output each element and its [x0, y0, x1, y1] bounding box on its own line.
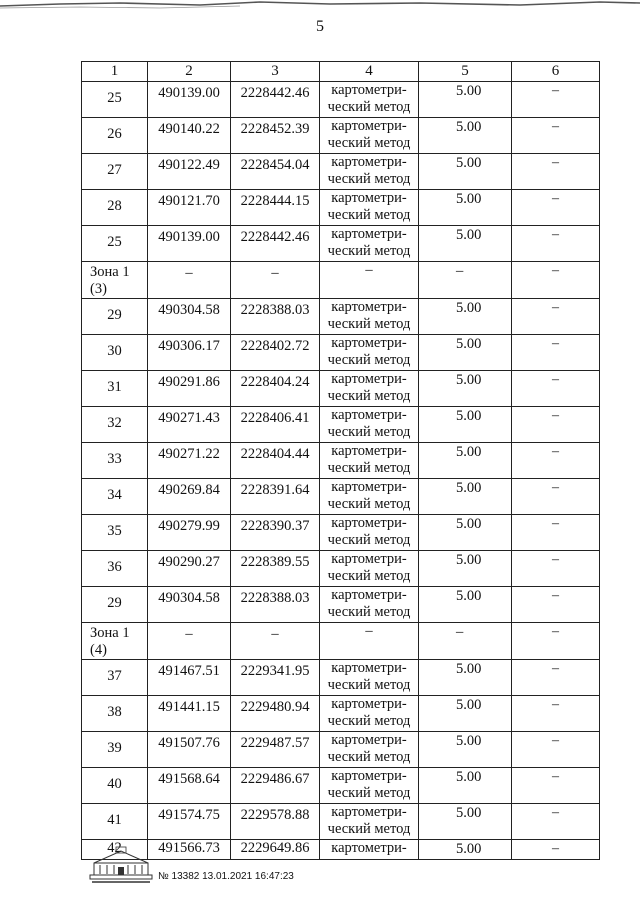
coordinate-y-cell: –: [231, 262, 320, 299]
method-line-1: картометри-: [331, 479, 407, 495]
coordinate-y-cell: 2228391.64: [231, 479, 320, 515]
method-line-2: ческий метод: [327, 496, 411, 512]
coordinate-y-cell: 2228452.39: [231, 118, 320, 154]
method-cell: [320, 443, 419, 479]
table-row: [82, 443, 600, 479]
header-cell: 2: [148, 62, 231, 82]
method-cell: [320, 551, 419, 587]
method-line-2: ческий метод: [327, 388, 411, 404]
table-row: [82, 479, 600, 515]
method-line-1: картометри-: [331, 804, 407, 820]
coordinate-x-cell: 491507.76: [148, 732, 231, 768]
method-line-2: ческий метод: [327, 352, 411, 368]
method-line-1: –: [365, 623, 373, 639]
point-number-cell: 30: [82, 335, 148, 371]
table-row: [82, 299, 600, 335]
page-number: 5: [316, 18, 324, 35]
precision-cell: 5.00: [419, 479, 512, 515]
method-line-1: картометри-: [331, 371, 407, 387]
coordinate-x-cell: 490304.58: [148, 587, 231, 623]
method-cell: [320, 479, 419, 515]
method-line-2: ческий метод: [327, 568, 411, 584]
point-number-cell: 34: [82, 479, 148, 515]
method-cell: [320, 804, 419, 840]
method-line-1: картометри-: [331, 551, 407, 567]
precision-cell: 5.00: [419, 371, 512, 407]
precision-cell: 5.00: [419, 587, 512, 623]
point-number-cell: 35: [82, 515, 148, 551]
table-row: [82, 768, 600, 804]
method-line-2: ческий метод: [327, 677, 411, 693]
coordinate-x-cell: 490140.22: [148, 118, 231, 154]
method-line-1: картометри-: [331, 118, 407, 134]
header-cell: 4: [320, 62, 419, 82]
coordinates-table: [81, 61, 600, 860]
point-number-cell: 25: [82, 226, 148, 262]
registry-number: № 13382 13.01.2021 16:47:23: [158, 871, 294, 882]
precision-cell: 5.00: [419, 696, 512, 732]
coordinate-x-cell: 490291.86: [148, 371, 231, 407]
point-number-cell: 31: [82, 371, 148, 407]
note-cell: –: [512, 515, 600, 551]
method-line-1: картометри-: [331, 154, 407, 170]
precision-cell: –: [419, 262, 512, 299]
table-row: [82, 118, 600, 154]
coordinate-x-cell: 490290.27: [148, 551, 231, 587]
note-cell: –: [512, 587, 600, 623]
building-stamp-icon: [88, 845, 154, 885]
zone-row: [82, 623, 600, 660]
note-cell: –: [512, 371, 600, 407]
precision-cell: 5.00: [419, 407, 512, 443]
coordinate-y-cell: 2229486.67: [231, 768, 320, 804]
method-line-2: ческий метод: [327, 785, 411, 801]
method-cell: [320, 190, 419, 226]
coordinate-y-cell: 2229578.88: [231, 804, 320, 840]
method-line-1: картометри-: [331, 587, 407, 603]
table-row: [82, 696, 600, 732]
header-cell: 6: [512, 62, 600, 82]
table-row: [82, 371, 600, 407]
note-cell: –: [512, 262, 600, 299]
method-cell: [320, 696, 419, 732]
note-cell: –: [512, 804, 600, 840]
point-number-cell: 42: [82, 840, 148, 860]
coordinate-x-cell: 491441.15: [148, 696, 231, 732]
coordinate-x-cell: 490269.84: [148, 479, 231, 515]
coordinate-x-cell: 490122.49: [148, 154, 231, 190]
precision-cell: –: [419, 623, 512, 660]
method-line-1: картометри-: [331, 732, 407, 748]
note-cell: –: [512, 118, 600, 154]
point-number-cell: 27: [82, 154, 148, 190]
precision-cell: 5.00: [419, 443, 512, 479]
coordinates-table-body: [82, 62, 600, 860]
table-row: [82, 226, 600, 262]
method-line-1: картометри-: [331, 696, 407, 712]
zone-row: [82, 262, 600, 299]
point-number-cell: 41: [82, 804, 148, 840]
point-number-cell: 39: [82, 732, 148, 768]
note-cell: –: [512, 696, 600, 732]
precision-cell: 5.00: [419, 660, 512, 696]
table-row: [82, 154, 600, 190]
method-line-1: картометри-: [331, 840, 407, 856]
method-cell: [320, 262, 419, 299]
coordinate-x-cell: 490306.17: [148, 335, 231, 371]
method-line-2: ческий метод: [327, 424, 411, 440]
coordinate-y-cell: 2228444.15: [231, 190, 320, 226]
table-row: [82, 587, 600, 623]
table-row: [82, 515, 600, 551]
method-line-1: картометри-: [331, 226, 407, 242]
scan-edge-smudge: [0, 0, 640, 10]
coordinate-x-cell: 491568.64: [148, 768, 231, 804]
table-row: [82, 660, 600, 696]
method-cell: [320, 226, 419, 262]
method-cell: [320, 371, 419, 407]
note-cell: –: [512, 479, 600, 515]
point-number-cell: 32: [82, 407, 148, 443]
point-number-cell: 33: [82, 443, 148, 479]
method-line-1: картометри-: [331, 190, 407, 206]
note-cell: –: [512, 226, 600, 262]
method-cell: [320, 335, 419, 371]
coordinate-y-cell: 2229487.57: [231, 732, 320, 768]
coordinate-y-cell: 2228454.04: [231, 154, 320, 190]
method-line-2: ческий метод: [327, 532, 411, 548]
point-number-cell: Зона 1 (4): [82, 623, 148, 660]
method-line-2: ческий метод: [327, 749, 411, 765]
method-cell: [320, 768, 419, 804]
table-row: [82, 407, 600, 443]
note-cell: –: [512, 732, 600, 768]
method-line-2: ческий метод: [327, 135, 411, 151]
method-line-1: картометри-: [331, 660, 407, 676]
note-cell: –: [512, 443, 600, 479]
note-cell: –: [512, 660, 600, 696]
precision-cell: 5.00: [419, 732, 512, 768]
method-cell: [320, 407, 419, 443]
method-line-2: ческий метод: [327, 316, 411, 332]
precision-cell: 5.00: [419, 551, 512, 587]
method-line-1: картометри-: [331, 299, 407, 315]
coordinate-y-cell: 2228406.41: [231, 407, 320, 443]
point-number-cell: 38: [82, 696, 148, 732]
coordinate-y-cell: 2228404.24: [231, 371, 320, 407]
coordinate-y-cell: 2229480.94: [231, 696, 320, 732]
coordinate-x-cell: 490279.99: [148, 515, 231, 551]
method-cell: [320, 154, 419, 190]
method-cell: [320, 82, 419, 118]
method-line-1: картометри-: [331, 407, 407, 423]
table-row: [82, 732, 600, 768]
point-number-cell: Зона 1 (3): [82, 262, 148, 299]
precision-cell: 5.00: [419, 226, 512, 262]
table-row: [82, 190, 600, 226]
method-line-1: картометри-: [331, 443, 407, 459]
footer: [88, 845, 388, 890]
coordinate-x-cell: 490271.43: [148, 407, 231, 443]
note-cell: –: [512, 190, 600, 226]
coordinate-y-cell: 2229341.95: [231, 660, 320, 696]
note-cell: –: [512, 335, 600, 371]
point-number-cell: 40: [82, 768, 148, 804]
header-cell: 3: [231, 62, 320, 82]
method-line-2: ческий метод: [327, 171, 411, 187]
note-cell: –: [512, 299, 600, 335]
coordinate-y-cell: 2228390.37: [231, 515, 320, 551]
precision-cell: 5.00: [419, 804, 512, 840]
coordinate-x-cell: 490271.22: [148, 443, 231, 479]
method-line-1: картометри-: [331, 335, 407, 351]
coordinate-y-cell: 2228442.46: [231, 226, 320, 262]
method-line-2: ческий метод: [327, 243, 411, 259]
note-cell: –: [512, 82, 600, 118]
method-cell: [320, 660, 419, 696]
coordinate-y-cell: –: [231, 623, 320, 660]
precision-cell: 5.00: [419, 335, 512, 371]
note-cell: –: [512, 768, 600, 804]
method-cell: [320, 515, 419, 551]
method-cell: [320, 732, 419, 768]
precision-cell: 5.00: [419, 118, 512, 154]
coordinate-y-cell: 2228388.03: [231, 587, 320, 623]
header-cell: 5: [419, 62, 512, 82]
method-line-1: картометри-: [331, 768, 407, 784]
method-line-2: ческий метод: [327, 821, 411, 837]
header-cell: 1: [82, 62, 148, 82]
precision-cell: 5.00: [419, 515, 512, 551]
coordinate-x-cell: –: [148, 262, 231, 299]
coordinate-x-cell: –: [148, 623, 231, 660]
point-number-cell: 28: [82, 190, 148, 226]
method-line-2: ческий метод: [327, 207, 411, 223]
coordinate-x-cell: 490304.58: [148, 299, 231, 335]
coordinate-x-cell: 490121.70: [148, 190, 231, 226]
coordinate-x-cell: 490139.00: [148, 226, 231, 262]
precision-cell: 5.00: [419, 190, 512, 226]
note-cell: –: [512, 154, 600, 190]
coordinate-x-cell: 491467.51: [148, 660, 231, 696]
coordinate-y-cell: 2228388.03: [231, 299, 320, 335]
point-number-cell: 26: [82, 118, 148, 154]
precision-cell: 5.00: [419, 82, 512, 118]
table-row: [82, 82, 600, 118]
method-line-2: ческий метод: [327, 99, 411, 115]
point-number-cell: 25: [82, 82, 148, 118]
table-row: [82, 335, 600, 371]
point-number-cell: 36: [82, 551, 148, 587]
coordinate-y-cell: 2228442.46: [231, 82, 320, 118]
precision-cell: 5.00: [419, 299, 512, 335]
coordinate-x-cell: 491566.73: [148, 840, 231, 860]
method-line-2: ческий метод: [327, 604, 411, 620]
method-line-2: ческий метод: [327, 460, 411, 476]
note-cell: –: [512, 623, 600, 660]
coordinate-y-cell: 2229649.86: [231, 840, 320, 860]
method-line-1: картометри-: [331, 82, 407, 98]
coordinate-x-cell: 491574.75: [148, 804, 231, 840]
precision-cell: 5.00: [419, 840, 512, 860]
point-number-cell: 37: [82, 660, 148, 696]
method-line-1: –: [365, 262, 373, 278]
table-row: [82, 551, 600, 587]
table-row: [82, 804, 600, 840]
method-line-1: картометри-: [331, 515, 407, 531]
precision-cell: 5.00: [419, 154, 512, 190]
point-number-cell: 29: [82, 299, 148, 335]
note-cell: –: [512, 840, 600, 860]
point-number-cell: 29: [82, 587, 148, 623]
table-header-row: [82, 62, 600, 82]
method-cell: [320, 118, 419, 154]
note-cell: –: [512, 407, 600, 443]
method-cell: [320, 299, 419, 335]
coordinate-x-cell: 490139.00: [148, 82, 231, 118]
precision-cell: 5.00: [419, 768, 512, 804]
method-cell: [320, 587, 419, 623]
coordinate-y-cell: 2228389.55: [231, 551, 320, 587]
coordinate-y-cell: 2228404.44: [231, 443, 320, 479]
coordinate-y-cell: 2228402.72: [231, 335, 320, 371]
method-cell: [320, 623, 419, 660]
note-cell: –: [512, 551, 600, 587]
method-line-2: ческий метод: [327, 713, 411, 729]
